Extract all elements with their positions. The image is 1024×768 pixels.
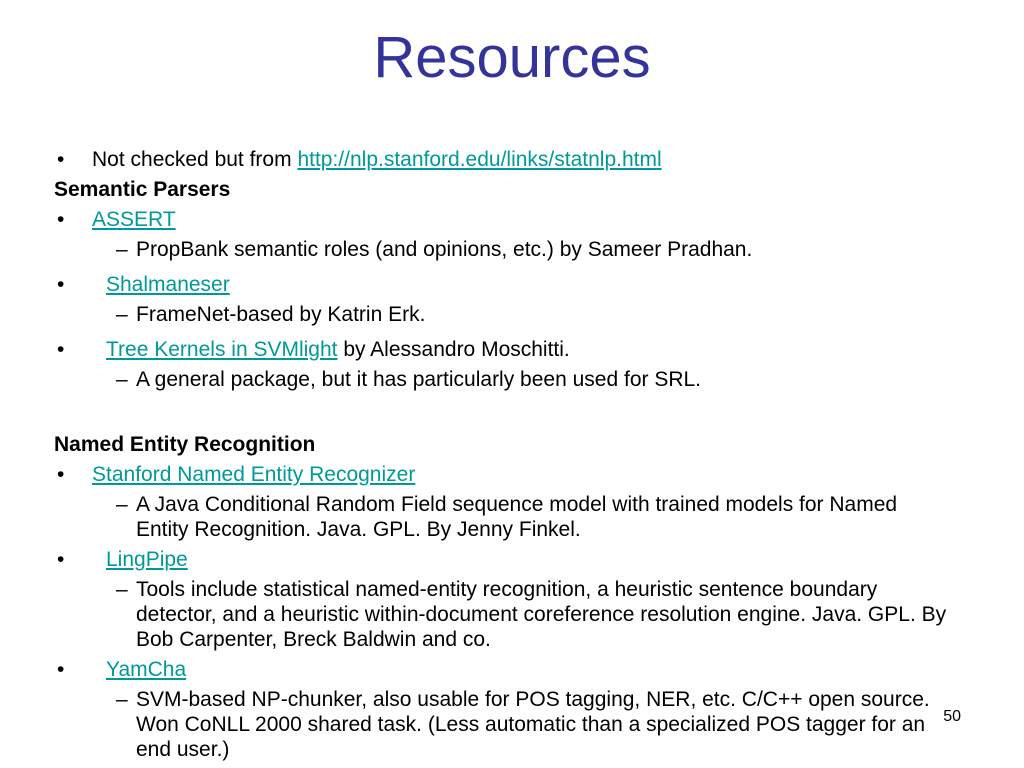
statnlp-link[interactable]: http://nlp.stanford.edu/links/statnlp.html: [297, 148, 662, 171]
lingpipe-link[interactable]: LingPipe: [106, 548, 188, 571]
stanford-ner-link[interactable]: Stanford Named Entity Recognizer: [92, 463, 416, 486]
shalmaneser-description: FrameNet-based by Katrin Erk.: [136, 303, 426, 326]
tree-kernels-description: A general package, but it has particularly been used for SRL.: [136, 368, 702, 391]
shalmaneser-link[interactable]: Shalmaneser: [106, 273, 230, 296]
sub-item-lingpipe: [54, 575, 954, 655]
intro-item: [54, 145, 954, 175]
list-item-yamcha: [54, 655, 954, 685]
list-item-shalmaneser: [54, 270, 954, 300]
sub-item-tree-kernels: [54, 365, 954, 400]
dash-icon: –: [116, 493, 128, 516]
bullet-icon: •: [57, 148, 65, 171]
ner-heading: Named Entity Recognition: [54, 433, 316, 456]
dash-icon: –: [116, 303, 128, 326]
sub-item-yamcha: [54, 685, 954, 765]
bullet-icon: •: [57, 658, 65, 681]
slide-title: Resources: [373, 25, 651, 90]
bullet-icon: •: [57, 208, 65, 231]
dash-icon: –: [116, 688, 128, 711]
sub-item-assert: [54, 235, 954, 270]
sub-item-shalmaneser: [54, 300, 954, 335]
bullet-icon: •: [57, 338, 65, 361]
stanford-ner-description: A Java Conditional Random Field sequence model with trained models for Named Entity Recognition. Java. GPL. By Jenny Finkel.: [136, 493, 898, 541]
bullet-icon: •: [57, 548, 65, 571]
yamcha-description: SVM-based NP-chunker, also usable for POS tagging, NER, etc. C/C++ open source. Won CoNLL 2000 shared task. (Less automatic than a specialized POS tagger for an end user.): [136, 688, 930, 761]
bullet-icon: •: [57, 463, 65, 486]
intro-text: Not checked but from: [92, 148, 298, 171]
list-item-stanford-ner: [54, 460, 954, 490]
lingpipe-description: Tools include statistical named-entity recognition, a heuristic sentence boundary detector, and a heuristic within-document coreference resolution engine. Java. GPL. By Bob Carpenter, Breck Baldwin and co.: [136, 578, 947, 651]
dash-icon: –: [116, 238, 128, 261]
list-item-tree-kernels: [54, 335, 954, 365]
tree-kernels-link[interactable]: Tree Kernels in SVMlight: [106, 338, 338, 361]
bullet-icon: •: [57, 273, 65, 296]
assert-description: PropBank semantic roles (and opinions, etc.) by Sameer Pradhan.: [136, 238, 753, 261]
assert-link[interactable]: ASSERT: [92, 208, 176, 231]
sub-item-stanford-ner: [54, 490, 954, 545]
semantic-parsers-heading: Semantic Parsers: [54, 178, 231, 201]
list-item-assert: [54, 205, 954, 235]
yamcha-link[interactable]: YamCha: [106, 658, 187, 681]
tree-kernels-author: by Alessandro Moschitti.: [337, 338, 570, 361]
list-item-lingpipe: [54, 545, 954, 575]
page-number: 50: [943, 708, 961, 725]
slide-body: [54, 145, 954, 765]
dash-icon: –: [116, 368, 128, 391]
dash-icon: –: [116, 578, 128, 601]
section-spacer: [54, 400, 954, 430]
